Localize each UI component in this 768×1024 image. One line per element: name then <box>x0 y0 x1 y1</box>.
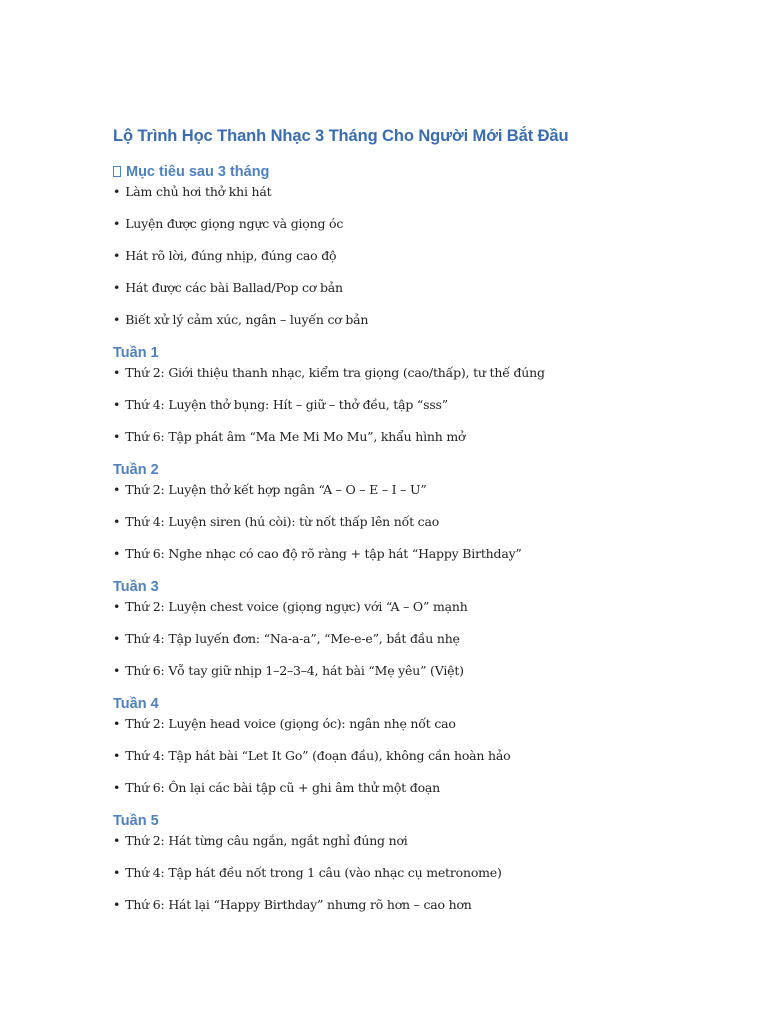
bullet: • <box>113 599 121 614</box>
week-item-text: Thứ 4: Tập hát bài “Let It Go” (đoạn đầu), không cần hoàn hảo <box>125 748 511 763</box>
week-4-item <box>113 746 713 766</box>
week-2-list <box>113 480 713 564</box>
goals-heading-text: Mục tiêu sau 3 tháng <box>126 164 270 180</box>
week-item-text: Thứ 2: Luyện thở kết hợp ngân “A – O – E – I – U” <box>125 482 427 497</box>
bullet: • <box>113 365 121 380</box>
week-item-text: Thứ 4: Tập luyến đơn: “Na-a-a”, “Me-e-e”, bắt đầu nhẹ <box>125 631 460 646</box>
bullet: • <box>113 663 121 678</box>
week-item-text: Thứ 2: Giới thiệu thanh nhạc, kiểm tra giọng (cao/thấp), tư thế đúng <box>125 365 545 380</box>
week-2-item <box>113 480 713 500</box>
week-item-text: Thứ 4: Luyện thở bụng: Hít – giữ – thở đều, tập “sss” <box>125 397 448 412</box>
bullet: • <box>113 482 121 497</box>
week-1-item <box>113 363 713 383</box>
week-5-heading: Tuần 5 <box>113 813 159 829</box>
missing-glyph-box-icon <box>113 166 121 177</box>
bullet: • <box>113 865 121 880</box>
bullet: • <box>113 280 121 295</box>
week-3-item <box>113 629 713 649</box>
week-4-list <box>113 714 713 798</box>
goal-item <box>113 246 713 266</box>
week-4-item <box>113 778 713 798</box>
week-item-text: Thứ 2: Hát từng câu ngắn, ngắt nghỉ đúng nơi <box>125 833 408 848</box>
bullet: • <box>113 631 121 646</box>
bullet: • <box>113 546 121 561</box>
bullet: • <box>113 514 121 529</box>
week-2-item <box>113 512 713 532</box>
week-1-list <box>113 363 713 447</box>
goal-item <box>113 214 713 234</box>
week-3-heading: Tuần 3 <box>113 579 159 595</box>
week-5-list <box>113 831 713 915</box>
week-5-item <box>113 895 713 915</box>
bullet: • <box>113 248 121 263</box>
week-2-item <box>113 544 713 564</box>
goal-item-text: Hát rõ lời, đúng nhịp, đúng cao độ <box>125 248 337 263</box>
week-4-item <box>113 714 713 734</box>
week-item-text: Thứ 6: Ôn lại các bài tập cũ + ghi âm thử một đoạn <box>125 780 441 795</box>
week-item-text: Thứ 2: Luyện head voice (giọng óc): ngân nhẹ nốt cao <box>125 716 456 731</box>
week-3-item <box>113 661 713 681</box>
bullet: • <box>113 716 121 731</box>
bullet: • <box>113 429 121 444</box>
goal-item-text: Luyện được giọng ngực và giọng óc <box>125 216 344 231</box>
goal-item-text: Hát được các bài Ballad/Pop cơ bản <box>125 280 343 295</box>
goal-item <box>113 182 713 202</box>
bullet: • <box>113 216 121 231</box>
week-5-item <box>113 831 713 851</box>
goal-item <box>113 310 713 330</box>
bullet: • <box>113 897 121 912</box>
document-title: Lộ Trình Học Thanh Nhạc 3 Tháng Cho Người Mới Bắt Đầu <box>113 127 569 145</box>
week-1-item <box>113 427 713 447</box>
week-item-text: Thứ 4: Luyện siren (hú còi): từ nốt thấp lên nốt cao <box>125 514 440 529</box>
week-3-list <box>113 597 713 681</box>
week-item-text: Thứ 2: Luyện chest voice (giọng ngực) với “A – O” mạnh <box>125 599 468 614</box>
bullet: • <box>113 780 121 795</box>
document-page <box>113 122 713 915</box>
bullet: • <box>113 833 121 848</box>
goals-list <box>113 182 713 330</box>
bullet: • <box>113 184 121 199</box>
week-1-item <box>113 395 713 415</box>
week-item-text: Thứ 4: Tập hát đều nốt trong 1 câu (vào nhạc cụ metronome) <box>125 865 502 880</box>
week-item-text: Thứ 6: Tập phát âm “Ma Me Mi Mo Mu”, khẩu hình mở <box>125 429 466 444</box>
week-3-item <box>113 597 713 617</box>
week-1-heading: Tuần 1 <box>113 345 159 361</box>
goal-item-text: Biết xử lý cảm xúc, ngân – luyến cơ bản <box>125 312 369 327</box>
week-4-heading: Tuần 4 <box>113 696 159 712</box>
week-item-text: Thứ 6: Vỗ tay giữ nhịp 1–2–3–4, hát bài “Mẹ yêu” (Việt) <box>125 663 464 678</box>
bullet: • <box>113 748 121 763</box>
bullet: • <box>113 312 121 327</box>
goals-heading <box>113 162 713 182</box>
bullet: • <box>113 397 121 412</box>
week-item-text: Thứ 6: Hát lại “Happy Birthday” nhưng rõ hơn – cao hơn <box>125 897 472 912</box>
week-item-text: Thứ 6: Nghe nhạc có cao độ rõ ràng + tập hát “Happy Birthday” <box>125 546 522 561</box>
week-5-item <box>113 863 713 883</box>
goal-item-text: Làm chủ hơi thở khi hát <box>125 184 272 199</box>
goal-item <box>113 278 713 298</box>
week-2-heading: Tuần 2 <box>113 462 159 478</box>
